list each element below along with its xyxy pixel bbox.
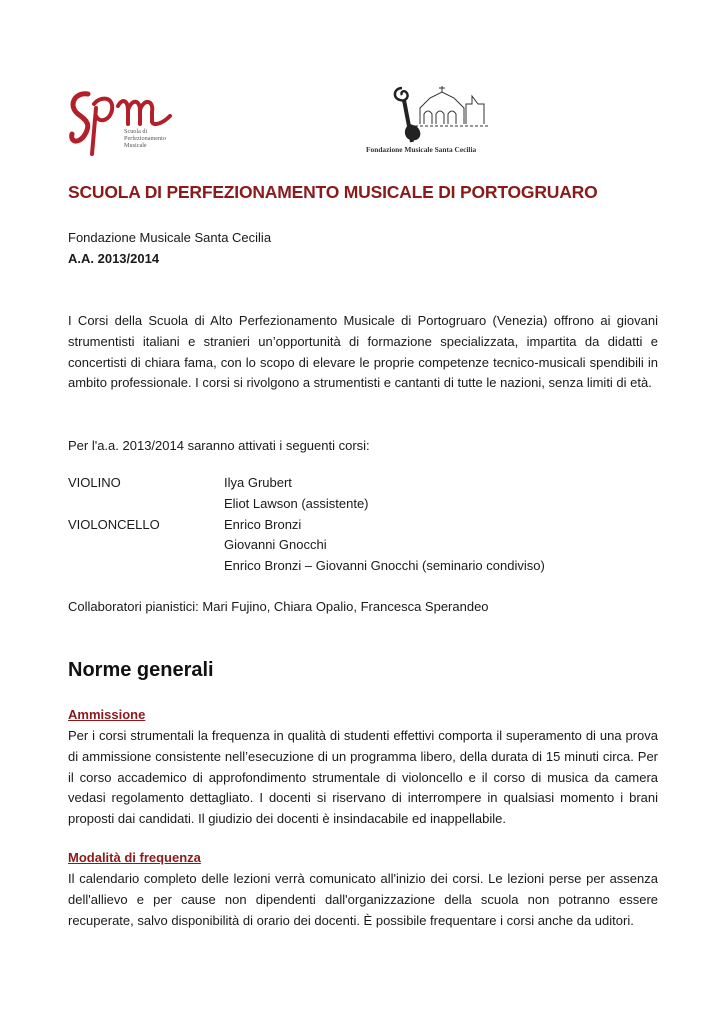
courses-intro: Per l'a.a. 2013/2014 saranno attivati i seguenti corsi: — [68, 438, 370, 453]
collaborators-line: Collaboratori pianistici: Mari Fujino, Chiara Opalio, Francesca Sperandeo — [68, 599, 489, 614]
fondazione-logo — [380, 84, 495, 154]
fondazione-logo-caption: Fondazione Musicale Santa Cecilia — [366, 145, 477, 154]
teacher-name: Enrico Bronzi – Giovanni Gnocchi (seminario condiviso) — [224, 558, 545, 573]
course-label-violino: VIOLINO — [68, 475, 121, 490]
teacher-name: Ilya Grubert — [224, 475, 292, 490]
section-heading: Norme generali — [68, 659, 214, 681]
course-label-violoncello: VIOLONCELLO — [68, 517, 160, 532]
subsection-heading-ammissione: Ammissione — [68, 707, 146, 722]
teacher-name: Enrico Bronzi — [224, 517, 302, 532]
teacher-name: Eliot Lawson (assistente) — [224, 496, 369, 511]
teacher-name: Giovanni Gnocchi — [224, 537, 327, 552]
document-title: SCUOLA DI PERFEZIONAMENTO MUSICALE DI PORTOGRUARO — [68, 182, 598, 202]
academic-year: A.A. 2013/2014 — [68, 251, 160, 266]
ammissione-paragraph: Per i corsi strumentali la frequenza in qualità di studenti effettivi comporta il superamento di una prova di ammissione consistente nell’esecuzione di un programma libero, della durata di 15 minuti circa. Per il corso accademico di approfondimento strumentale di violoncello e il corso di musica da camera vedasi regolamento dettagliato. I docenti si riservano di interrompere in qualsiasi momento i brani proposti dai candidati. Il giudizio dei docenti è insindacabile ed inappellabile. — [68, 728, 658, 827]
organization-name: Fondazione Musicale Santa Cecilia — [68, 230, 272, 245]
frequenza-paragraph: Il calendario completo delle lezioni verrà comunicato all'inizio dei corsi. Le lezioni perse per assenza dell'allievo e per cause non dipendenti dall'organizzazione della scuola non potranno essere recuperate, salvo disponibilità di orario dei docenti. È possibile frequentare i corsi anche da uditori. — [68, 871, 658, 928]
subsection-heading-frequenza: Modalità di frequenza — [68, 850, 201, 865]
intro-paragraph: I Corsi della Scuola di Alto Perfezionamento Musicale di Portogruaro (Venezia) offrono ai giovani strumentisti italiani e stranieri un’opportunità di formazione specializzata, impartita da didatti e concertisti di chiara fama, con lo scopo di elevare le proprie competenze tecnico-musicali spendibili in ambito professionale. I corsi si rivolgono a strumentisti e cantanti di tutte le nazioni, senza limiti di età. — [68, 313, 658, 391]
spm-logo-text: Scuola di Perfezionamento Musicale — [124, 128, 166, 149]
